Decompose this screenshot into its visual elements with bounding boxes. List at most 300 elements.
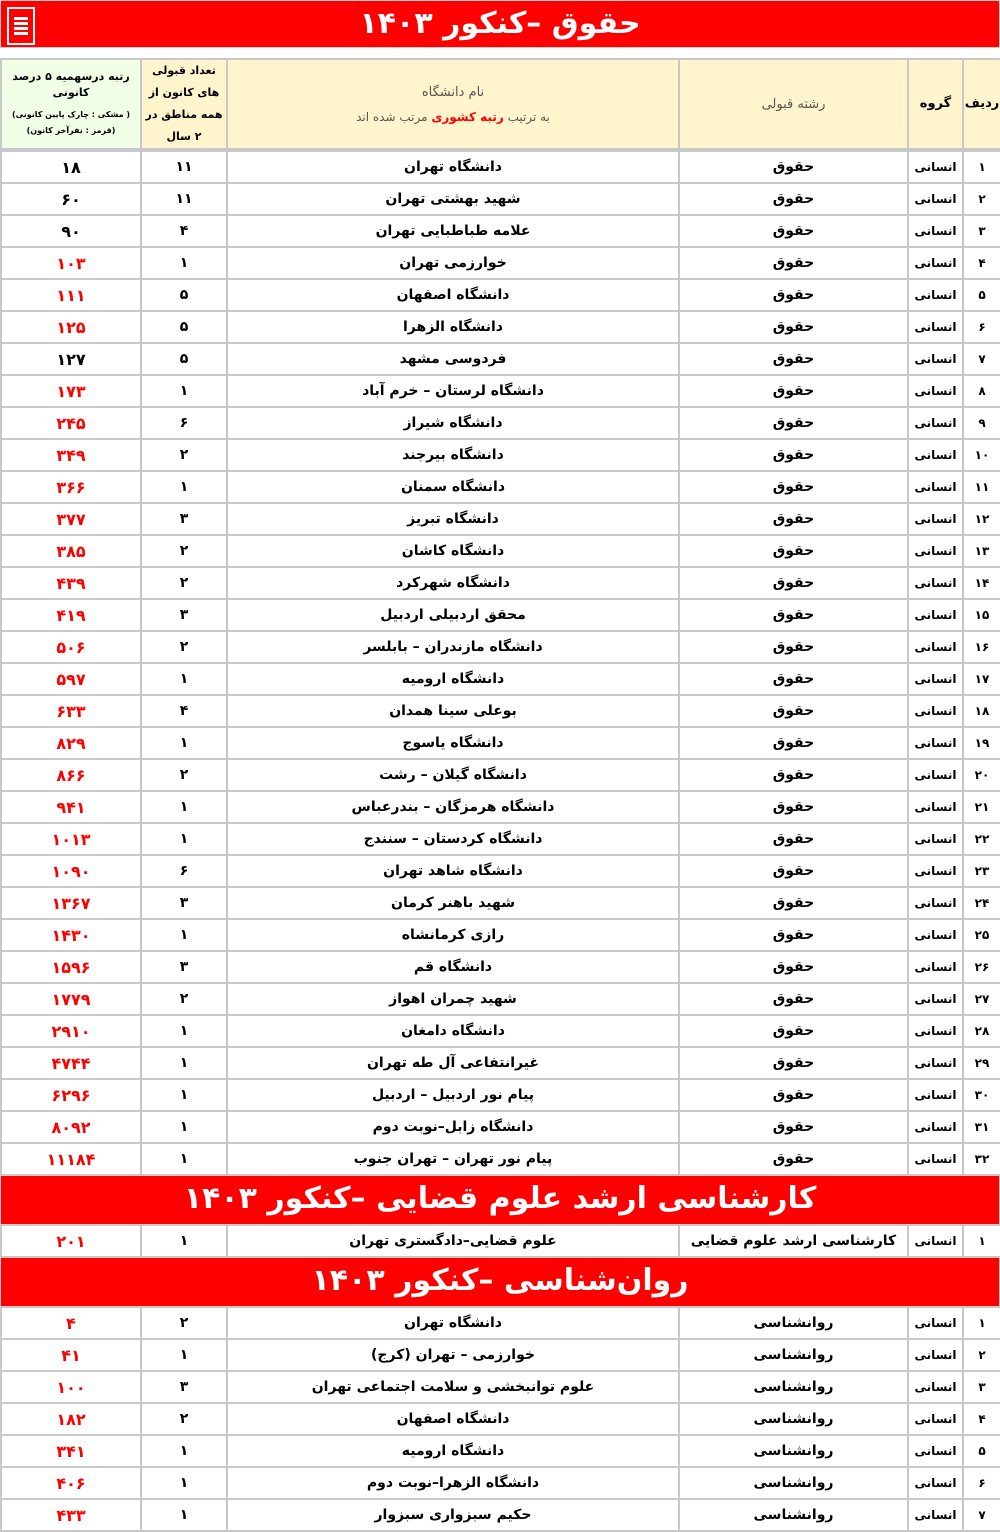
row-number: ۱۵	[963, 599, 1000, 631]
table-row	[1, 183, 1000, 215]
group-cell: انسانی	[908, 1015, 963, 1047]
count-cell: ۱	[141, 247, 227, 279]
major-cell: حقوق	[679, 1143, 908, 1175]
row-number: ۲۰	[963, 759, 1000, 791]
count-cell: ۲	[141, 1403, 227, 1435]
group-cell: انسانی	[908, 1435, 963, 1467]
group-cell: انسانی	[908, 439, 963, 471]
count-cell: ۶	[141, 407, 227, 439]
table-row	[1, 535, 1000, 567]
group-cell: انسانی	[908, 951, 963, 983]
table-row	[1, 663, 1000, 695]
header-rank-title: رتبه درسهمیه ۵ درصد کانونی	[12, 70, 130, 99]
row-number: ۱	[963, 1225, 1000, 1257]
rank-cell: ۳۴۹	[1, 439, 141, 471]
group-cell: انسانی	[908, 599, 963, 631]
table-row	[1, 695, 1000, 727]
group-cell: انسانی	[908, 663, 963, 695]
rank-cell: ۱۱۱	[1, 279, 141, 311]
group-cell: انسانی	[908, 1467, 963, 1499]
count-cell: ۱	[141, 663, 227, 695]
major-cell: حقوق	[679, 247, 908, 279]
rank-cell: ۳۷۷	[1, 503, 141, 535]
page-title: حقوق –کنکور ۱۴۰۳	[359, 6, 641, 41]
rank-cell: ۱۱۱۸۴	[1, 1143, 141, 1175]
group-cell: انسانی	[908, 279, 963, 311]
rank-cell: ۱۰۰	[1, 1371, 141, 1403]
major-cell: حقوق	[679, 919, 908, 951]
rank-cell: ۹۰	[1, 215, 141, 247]
rank-cell: ۸۲۹	[1, 727, 141, 759]
row-number: ۱۳	[963, 535, 1000, 567]
count-cell: ۲	[141, 439, 227, 471]
table-row	[1, 855, 1000, 887]
header-row: ردیف	[963, 59, 1000, 149]
table-row	[1, 791, 1000, 823]
header-uni-sub-post: مرتب شده اند	[356, 109, 428, 124]
count-cell: ۱	[141, 471, 227, 503]
count-cell: ۵	[141, 343, 227, 375]
group-cell: انسانی	[908, 407, 963, 439]
university-cell: محقق اردبیلی اردبیل	[227, 599, 679, 631]
rank-cell: ۱۸	[1, 151, 141, 183]
table-row	[1, 951, 1000, 983]
page-title-band	[0, 0, 1000, 48]
row-number: ۱۰	[963, 439, 1000, 471]
university-cell: دانشگاه ارومیه	[227, 1435, 679, 1467]
rank-cell: ۶۰	[1, 183, 141, 215]
table-row	[1, 247, 1000, 279]
count-cell: ۲	[141, 631, 227, 663]
header-major: رشته قبولی	[679, 59, 908, 149]
major-cell: حقوق	[679, 951, 908, 983]
major-cell: حقوق	[679, 855, 908, 887]
major-cell: حقوق	[679, 663, 908, 695]
count-cell: ۱	[141, 823, 227, 855]
count-cell: ۲	[141, 567, 227, 599]
section-table	[0, 1306, 1000, 1532]
row-number: ۲۹	[963, 1047, 1000, 1079]
major-cell: حقوق	[679, 407, 908, 439]
university-cell: دانشگاه تهران	[227, 1307, 679, 1339]
row-number: ۱۲	[963, 503, 1000, 535]
major-cell: حقوق	[679, 439, 908, 471]
table-row	[1, 759, 1000, 791]
count-cell: ۱	[141, 791, 227, 823]
rank-cell: ۴۳۹	[1, 567, 141, 599]
university-cell: پیام نور تهران – تهران جنوب	[227, 1143, 679, 1175]
rank-cell: ۱۲۷	[1, 343, 141, 375]
group-cell: انسانی	[908, 1079, 963, 1111]
row-number: ۲۱	[963, 791, 1000, 823]
major-cell: حقوق	[679, 1015, 908, 1047]
row-number: ۶	[963, 1467, 1000, 1499]
count-cell: ۱	[141, 919, 227, 951]
group-cell: انسانی	[908, 183, 963, 215]
table-row	[1, 599, 1000, 631]
group-cell: انسانی	[908, 567, 963, 599]
table-row	[1, 1015, 1000, 1047]
university-cell: شهید بهشتی تهران	[227, 183, 679, 215]
group-cell: انسانی	[908, 1143, 963, 1175]
rank-cell: ۱۰۱۳	[1, 823, 141, 855]
university-cell: دانشگاه مازندران – بابلسر	[227, 631, 679, 663]
logo	[7, 7, 35, 45]
university-cell: علوم قضایی–دادگستری تهران	[227, 1225, 679, 1257]
row-number: ۷	[963, 1499, 1000, 1531]
row-number: ۱۸	[963, 695, 1000, 727]
count-cell: ۴	[141, 215, 227, 247]
major-cell: حقوق	[679, 567, 908, 599]
row-number: ۲	[963, 183, 1000, 215]
table-row	[1, 1435, 1000, 1467]
major-cell: حقوق	[679, 983, 908, 1015]
count-cell: ۲	[141, 759, 227, 791]
rank-cell: ۱۴۳۰	[1, 919, 141, 951]
row-number: ۶	[963, 311, 1000, 343]
university-cell: دانشگاه گیلان – رشت	[227, 759, 679, 791]
header-rank-note-black: ( مشکی : چارک پایین کانونی)	[11, 110, 131, 119]
rank-cell: ۵۰۶	[1, 631, 141, 663]
university-cell: دانشگاه کاشان	[227, 535, 679, 567]
university-cell: دانشگاه کردستان – سنندج	[227, 823, 679, 855]
rank-cell: ۱۰۹۰	[1, 855, 141, 887]
count-cell: ۳	[141, 887, 227, 919]
university-cell: دانشگاه سمنان	[227, 471, 679, 503]
rank-cell: ۴۱۹	[1, 599, 141, 631]
count-cell: ۳	[141, 951, 227, 983]
group-cell: انسانی	[908, 311, 963, 343]
rank-cell: ۱۳۶۷	[1, 887, 141, 919]
major-cell: حقوق	[679, 791, 908, 823]
rank-cell: ۹۴۱	[1, 791, 141, 823]
university-cell: خوارزمی – تهران (کرج)	[227, 1339, 679, 1371]
university-cell: دانشگاه لرستان – خرم آباد	[227, 375, 679, 407]
table-row	[1, 279, 1000, 311]
header-uni-sub-red: رتبه کشوری	[431, 109, 504, 124]
header-rank	[1, 59, 141, 149]
header-university	[227, 59, 679, 149]
university-cell: غیرانتفاعی آل طه تهران	[227, 1047, 679, 1079]
row-number: ۹	[963, 407, 1000, 439]
major-cell: روانشناسی	[679, 1307, 908, 1339]
count-cell: ۴	[141, 695, 227, 727]
row-number: ۴	[963, 1403, 1000, 1435]
university-cell: دانشگاه اصفهان	[227, 1403, 679, 1435]
group-cell: انسانی	[908, 791, 963, 823]
table-row	[1, 215, 1000, 247]
row-number: ۲	[963, 1339, 1000, 1371]
row-number: ۱۱	[963, 471, 1000, 503]
group-cell: انسانی	[908, 727, 963, 759]
count-cell: ۲	[141, 1307, 227, 1339]
rank-cell: ۶۳۳	[1, 695, 141, 727]
table-row	[1, 567, 1000, 599]
row-number: ۳	[963, 1371, 1000, 1403]
major-cell: حقوق	[679, 1079, 908, 1111]
university-cell: دانشگاه زابل–نوبت دوم	[227, 1111, 679, 1143]
major-cell: حقوق	[679, 311, 908, 343]
table-row	[1, 631, 1000, 663]
university-cell: شهید باهنر کرمان	[227, 887, 679, 919]
group-cell: انسانی	[908, 823, 963, 855]
table-row	[1, 311, 1000, 343]
table-row	[1, 503, 1000, 535]
table-row	[1, 1143, 1000, 1175]
section-table	[0, 1224, 1000, 1258]
major-cell: حقوق	[679, 343, 908, 375]
count-cell: ۵	[141, 311, 227, 343]
university-cell: دانشگاه قم	[227, 951, 679, 983]
major-cell: روانشناسی	[679, 1339, 908, 1371]
count-cell: ۱	[141, 1435, 227, 1467]
university-cell: علوم توانبخشی و سلامت اجتماعی تهران	[227, 1371, 679, 1403]
header-uni-sub: به ترتیب	[507, 109, 550, 124]
university-cell: دانشگاه الزهرا–نوبت دوم	[227, 1467, 679, 1499]
header-rank-note-red: (قرمز : نفرآخر کانون)	[26, 126, 116, 135]
table-row	[1, 1307, 1000, 1339]
count-cell: ۱	[141, 1467, 227, 1499]
university-cell: فردوسی مشهد	[227, 343, 679, 375]
count-cell: ۱	[141, 1225, 227, 1257]
header-uni-title: نام دانشگاه	[421, 84, 485, 100]
table-row	[1, 1403, 1000, 1435]
group-cell: انسانی	[908, 1499, 963, 1531]
major-cell: حقوق	[679, 151, 908, 183]
results-header	[0, 58, 1000, 150]
row-number: ۲۶	[963, 951, 1000, 983]
major-cell: حقوق	[679, 887, 908, 919]
group-cell: انسانی	[908, 695, 963, 727]
major-cell: حقوق	[679, 823, 908, 855]
major-cell: حقوق	[679, 599, 908, 631]
group-cell: انسانی	[908, 983, 963, 1015]
table-row	[1, 1079, 1000, 1111]
rank-cell: ۴۳۳	[1, 1499, 141, 1531]
count-cell: ۱۱	[141, 151, 227, 183]
rank-cell: ۱۸۲	[1, 1403, 141, 1435]
university-cell: دانشگاه تهران	[227, 151, 679, 183]
rank-cell: ۱۲۵	[1, 311, 141, 343]
rank-cell: ۳۴۱	[1, 1435, 141, 1467]
group-cell: انسانی	[908, 1371, 963, 1403]
row-number: ۱	[963, 1307, 1000, 1339]
table-row	[1, 1111, 1000, 1143]
row-number: ۱۴	[963, 567, 1000, 599]
count-cell: ۱۱	[141, 183, 227, 215]
university-cell: رازی کرمانشاه	[227, 919, 679, 951]
header-count: تعداد قبولی های کانون از همه مناطق در ۲ سال	[141, 59, 227, 149]
row-number: ۲۲	[963, 823, 1000, 855]
row-number: ۲۷	[963, 983, 1000, 1015]
row-number: ۳	[963, 215, 1000, 247]
university-cell: دانشگاه یاسوج	[227, 727, 679, 759]
row-number: ۱	[963, 151, 1000, 183]
row-number: ۳۲	[963, 1143, 1000, 1175]
major-cell: حقوق	[679, 535, 908, 567]
table-row	[1, 1047, 1000, 1079]
group-cell: انسانی	[908, 1111, 963, 1143]
university-cell: دانشگاه شاهد تهران	[227, 855, 679, 887]
count-cell: ۱	[141, 1015, 227, 1047]
major-cell: روانشناسی	[679, 1499, 908, 1531]
rank-cell: ۳۶۶	[1, 471, 141, 503]
table-row	[1, 727, 1000, 759]
row-number: ۴	[963, 247, 1000, 279]
count-cell: ۱	[141, 1339, 227, 1371]
table-row	[1, 439, 1000, 471]
major-cell: حقوق	[679, 759, 908, 791]
major-cell: حقوق	[679, 695, 908, 727]
group-cell: انسانی	[908, 759, 963, 791]
group-cell: انسانی	[908, 215, 963, 247]
major-cell: حقوق	[679, 1111, 908, 1143]
major-cell: روانشناسی	[679, 1467, 908, 1499]
rank-cell: ۸۰۹۲	[1, 1111, 141, 1143]
group-cell: انسانی	[908, 343, 963, 375]
row-number: ۳۰	[963, 1079, 1000, 1111]
group-cell: انسانی	[908, 375, 963, 407]
table-row	[1, 1225, 1000, 1257]
major-cell: حقوق	[679, 215, 908, 247]
major-cell: حقوق	[679, 631, 908, 663]
row-number: ۲۵	[963, 919, 1000, 951]
row-number: ۳۱	[963, 1111, 1000, 1143]
table-row	[1, 919, 1000, 951]
row-number: ۵	[963, 1435, 1000, 1467]
rank-cell: ۵۹۷	[1, 663, 141, 695]
row-number: ۲۴	[963, 887, 1000, 919]
table-row	[1, 407, 1000, 439]
rank-cell: ۱۷۳	[1, 375, 141, 407]
university-cell: دانشگاه بیرجند	[227, 439, 679, 471]
rank-cell: ۱۰۳	[1, 247, 141, 279]
table-row	[1, 983, 1000, 1015]
row-number: ۱۷	[963, 663, 1000, 695]
rank-cell: ۲۰۱	[1, 1225, 141, 1257]
major-cell: حقوق	[679, 375, 908, 407]
major-cell: حقوق	[679, 279, 908, 311]
count-cell: ۶	[141, 855, 227, 887]
major-cell: حقوق	[679, 503, 908, 535]
count-cell: ۱	[141, 375, 227, 407]
row-number: ۱۶	[963, 631, 1000, 663]
rank-cell: ۴	[1, 1307, 141, 1339]
table-row	[1, 1467, 1000, 1499]
group-cell: انسانی	[908, 631, 963, 663]
group-cell: انسانی	[908, 1225, 963, 1257]
table-row	[1, 343, 1000, 375]
university-cell: دانشگاه اصفهان	[227, 279, 679, 311]
group-cell: انسانی	[908, 503, 963, 535]
count-cell: ۳	[141, 503, 227, 535]
major-cell: روانشناسی	[679, 1403, 908, 1435]
group-cell: انسانی	[908, 247, 963, 279]
university-cell: حکیم سبزواری سبزوار	[227, 1499, 679, 1531]
count-cell: ۲	[141, 535, 227, 567]
university-cell: بوعلی سینا همدان	[227, 695, 679, 727]
major-cell: کارشناسی ارشد علوم قضایی	[679, 1225, 908, 1257]
row-number: ۲۳	[963, 855, 1000, 887]
section-title: روان‌شناسی –کنکور ۱۴۰۳	[0, 1258, 1000, 1306]
section-table	[0, 150, 1000, 1176]
count-cell: ۱	[141, 1143, 227, 1175]
header-group: گروه	[908, 59, 963, 149]
count-cell: ۱	[141, 727, 227, 759]
rank-cell: ۶۲۹۶	[1, 1079, 141, 1111]
university-cell: دانشگاه تبریز	[227, 503, 679, 535]
group-cell: انسانی	[908, 151, 963, 183]
table-row	[1, 1371, 1000, 1403]
university-cell: علامه طباطبایی تهران	[227, 215, 679, 247]
university-cell: شهید چمران اهواز	[227, 983, 679, 1015]
count-cell: ۳	[141, 1371, 227, 1403]
count-cell: ۱	[141, 1499, 227, 1531]
group-cell: انسانی	[908, 887, 963, 919]
group-cell: انسانی	[908, 919, 963, 951]
table-row	[1, 1339, 1000, 1371]
count-cell: ۱	[141, 1079, 227, 1111]
major-cell: حقوق	[679, 1047, 908, 1079]
group-cell: انسانی	[908, 1339, 963, 1371]
table-row	[1, 375, 1000, 407]
university-cell: پیام نور اردبیل – اردبیل	[227, 1079, 679, 1111]
rank-cell: ۱۵۹۶	[1, 951, 141, 983]
major-cell: روانشناسی	[679, 1371, 908, 1403]
university-cell: دانشگاه شهرکرد	[227, 567, 679, 599]
section-title: کارشناسی ارشد علوم قضایی –کنکور ۱۴۰۳	[0, 1176, 1000, 1224]
row-number: ۸	[963, 375, 1000, 407]
row-number: ۱۹	[963, 727, 1000, 759]
rank-cell: ۴۱	[1, 1339, 141, 1371]
count-cell: ۵	[141, 279, 227, 311]
results-table	[0, 58, 1000, 1532]
table-row	[1, 471, 1000, 503]
major-cell: روانشناسی	[679, 1435, 908, 1467]
rank-cell: ۴۰۶	[1, 1467, 141, 1499]
group-cell: انسانی	[908, 471, 963, 503]
rank-cell: ۲۴۵	[1, 407, 141, 439]
count-cell: ۲	[141, 983, 227, 1015]
group-cell: انسانی	[908, 855, 963, 887]
rank-cell: ۴۷۴۴	[1, 1047, 141, 1079]
row-number: ۵	[963, 279, 1000, 311]
count-cell: ۳	[141, 599, 227, 631]
count-cell: ۱	[141, 1111, 227, 1143]
group-cell: انسانی	[908, 535, 963, 567]
major-cell: حقوق	[679, 727, 908, 759]
group-cell: انسانی	[908, 1403, 963, 1435]
rank-cell: ۱۷۷۹	[1, 983, 141, 1015]
table-row	[1, 823, 1000, 855]
group-cell: انسانی	[908, 1307, 963, 1339]
university-cell: دانشگاه هرمزگان – بندرعباس	[227, 791, 679, 823]
group-cell: انسانی	[908, 1047, 963, 1079]
university-cell: دانشگاه ارومیه	[227, 663, 679, 695]
rank-cell: ۸۶۶	[1, 759, 141, 791]
table-row	[1, 151, 1000, 183]
rank-cell: ۳۸۵	[1, 535, 141, 567]
university-cell: خوارزمی تهران	[227, 247, 679, 279]
major-cell: حقوق	[679, 471, 908, 503]
table-row	[1, 1499, 1000, 1531]
row-number: ۲۸	[963, 1015, 1000, 1047]
university-cell: دانشگاه دامغان	[227, 1015, 679, 1047]
table-row	[1, 887, 1000, 919]
count-cell: ۱	[141, 1047, 227, 1079]
university-cell: دانشگاه الزهرا	[227, 311, 679, 343]
row-number: ۷	[963, 343, 1000, 375]
